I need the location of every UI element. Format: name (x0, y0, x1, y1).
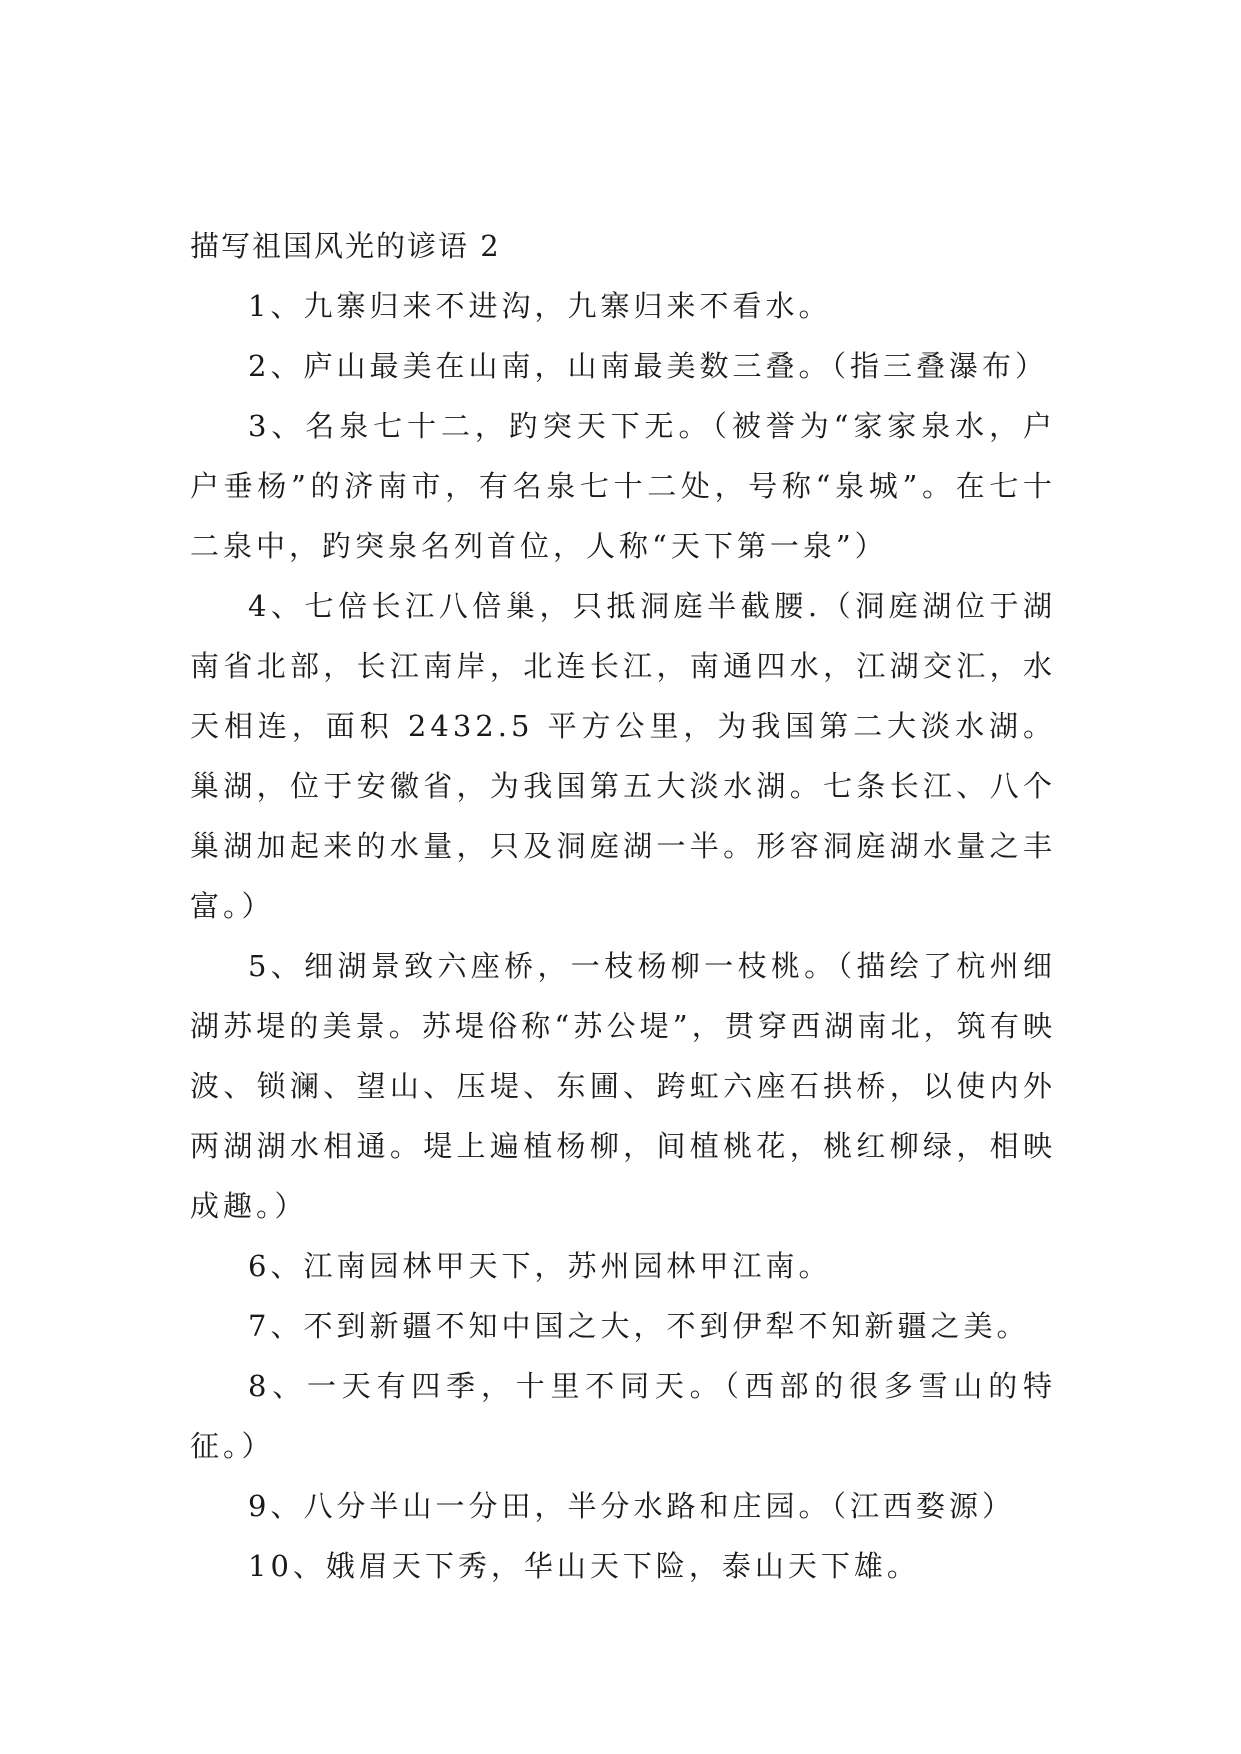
proverb-paragraph-9: 9、八分半山一分田，半分水路和庄园。（江西婺源） (248, 1489, 1015, 1523)
proverb-paragraph-3: 3、名泉七十二，趵突天下无。（被誉为“家家泉水，户户垂杨”的济南市，有名泉七十二处，号称“泉城”。在七十二泉中，趵突泉名列首位，人称“天下第一泉”） (190, 409, 1056, 563)
proverb-paragraph-2: 2、庐山最美在山南，山南最美数三叠。（指三叠瀑布） (248, 349, 1048, 383)
proverb-paragraph-5: 5、细湖景致六座桥，一枝杨柳一枝桃。（描绘了杭州细湖苏堤的美景。苏堤俗称“苏公堤”，贯穿西湖南北，筑有映波、锁澜、望山、压堤、东圃、跨虹六座石拱桥，以使内外两湖湖水相通。堤上遍植杨柳，间植桃花，桃红柳绿，相映成趣。） (190, 949, 1056, 1223)
proverb-paragraph-10: 10、娥眉天下秀，华山天下险，泰山天下雄。 (248, 1549, 920, 1583)
proverb-paragraph-8: 8、一天有四季，十里不同天。（西部的很多雪山的特征。） (190, 1369, 1056, 1463)
proverb-paragraph-4: 4、七倍长江八倍巢，只抵洞庭半截腰.（洞庭湖位于湖南省北部，长江南岸，北连长江，南通四水，江湖交汇，水天相连，面积 2432.5 平方公里，为我国第二大淡水湖。巢湖，位于安徽省，为我国第五大淡水湖。七条长江、八个巢湖加起来的水量，只及洞庭湖一半。形容洞庭湖水量之丰富。） (190, 589, 1056, 923)
proverb-paragraph-6: 6、江南园林甲天下，苏州园林甲江南。 (248, 1249, 832, 1283)
document-body (190, 216, 1056, 1596)
proverb-paragraph-7: 7、不到新疆不知中国之大，不到伊犁不知新疆之美。 (248, 1309, 1030, 1343)
proverb-paragraph-1: 1、九寨归来不进沟，九寨归来不看水。 (248, 289, 832, 323)
document-title: 描写祖国风光的谚语 2 (190, 229, 501, 263)
